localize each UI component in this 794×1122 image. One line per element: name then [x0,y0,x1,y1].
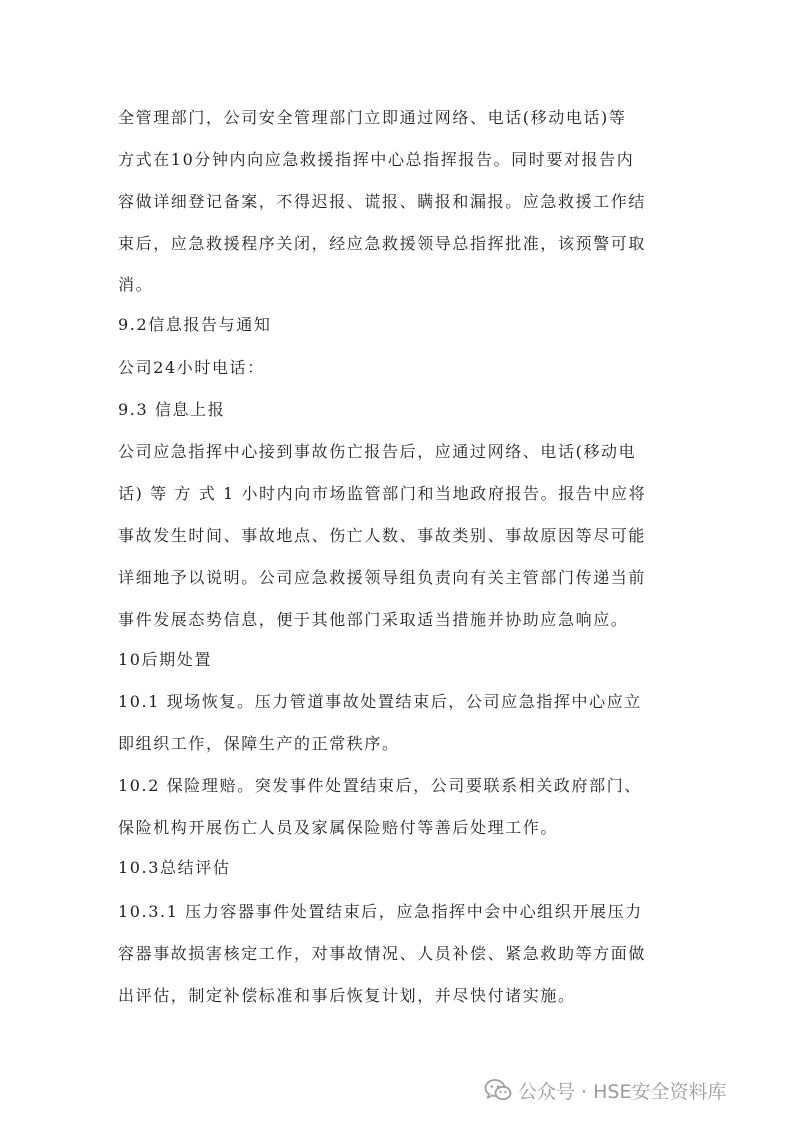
text-line: 公司24小时电话： [118,358,265,377]
text-line: 容器事故损害核定工作，对事故情况、人员补偿、紧急救助等方面做 [118,944,647,963]
text-line: 即组织工作，保障生产的正常秩序。 [118,734,400,753]
text-line: 10.2 保险理赔。突发事件处置结束后，公司要联系相关政府部门、 [118,776,642,795]
watermark-text: 公众号 · HSE安全资料库 [518,1080,727,1103]
text-line: 事故发生时间、事故地点、伤亡人数、事故类别、事故原因等尽可能 [118,526,647,545]
text-line: 消。 [118,275,154,294]
section-heading: 9.2信息报告与通知 [118,315,272,334]
text-line: 束后，应急救援程序关闭，经应急救援领导总指挥批准，该预警可取 [118,234,647,253]
text-line: 话) 等 方 式 1 小时内向市场监管部门和当地政府报告。报告中应将 [118,484,647,503]
text-line: 全管理部门，公司安全管理部门立即通过网络、电话(移动电话)等 [118,108,627,127]
text-line: 保险机构开展伤亡人员及家属保险赔付等善后处理工作。 [118,818,559,837]
text-line: 事件发展态势信息，便于其他部门采取适当措施并协助应急响应。 [118,610,629,629]
section-heading: 10后期处置 [118,650,212,669]
text-line: 方式在10分钟内向应急救援指挥中心总指挥报告。同时要对报告内 [118,150,635,169]
wechat-icon [484,1078,512,1102]
text-line: 容做详细登记备案，不得迟报、谎报、瞒报和漏报。应急救援工作结 [118,192,647,211]
section-heading: 10.3总结评估 [118,858,231,877]
watermark [484,1076,726,1104]
text-line: 10.1 现场恢复。压力管道事故处置结束后，公司应急指挥中心应立 [118,692,642,711]
section-heading: 9.3 信息上报 [118,400,226,419]
text-line: 详细地予以说明。公司应急救援领导组负责向有关主管部门传递当前 [118,568,647,587]
text-line: 公司应急指挥中心接到事故伤亡报告后，应通过网络、电话(移动电 [118,442,637,461]
text-line: 10.3.1 压力容器事件处置结束后，应急指挥中会中心组织开展压力 [118,902,643,921]
text-line: 出评估，制定补偿标准和事后恢复计划，并尽快付诸实施。 [118,986,576,1005]
